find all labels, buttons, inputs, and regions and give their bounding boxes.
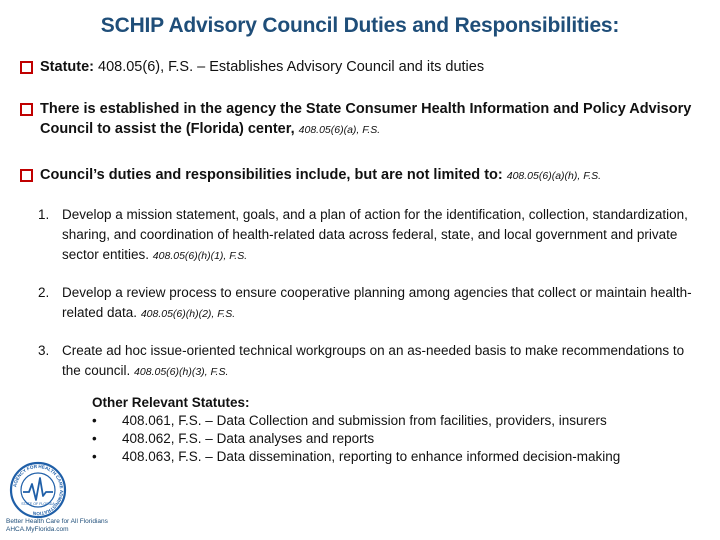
list-item-text: 408.061, F.S. – Data Collection and submission from facilities, providers, insurers: [122, 413, 607, 428]
numbered-item-2: [38, 283, 698, 325]
item-number: 1.: [38, 207, 50, 222]
bullet-citation: 408.05(6)(a)(h), F.S.: [506, 170, 602, 182]
bullet-duties: [20, 165, 700, 187]
list-item: [92, 430, 692, 448]
checkbox-bullet-icon: [20, 169, 33, 182]
item-text: Develop a review process to ensure cooperative planning among agencies that collect or maintain health-related data.: [62, 285, 692, 320]
numbered-item-1: [38, 205, 698, 267]
bullet-established: [20, 99, 700, 143]
item-citation: 408.05(6)(h)(3), F.S.: [134, 366, 229, 378]
item-number: 2.: [38, 285, 50, 300]
logo-ring-text: AGENCY FOR HEALTH CARE ADMINISTRATION: [12, 463, 65, 517]
bullet-citation: 408.05(6)(a), F.S.: [298, 124, 381, 136]
item-citation: 408.05(6)(h)(1), F.S.: [152, 250, 248, 262]
other-statutes: [92, 394, 692, 466]
list-item: [92, 448, 692, 466]
page-title: SCHIP Advisory Council Duties and Responsibilities:: [100, 14, 620, 37]
list-item-text: 408.063, F.S. – Data dissemination, reporting to enhance informed decision-making: [122, 449, 621, 464]
logo-website: AHCA.MyFlorida.com: [6, 526, 69, 533]
bullet-text: 408.05(6), F.S. – Establishes Advisory Council and its duties: [93, 59, 485, 75]
item-citation: 408.05(6)(h)(2), F.S.: [140, 308, 236, 320]
bullet-dot: •: [92, 413, 97, 428]
checkbox-bullet-icon: [20, 103, 33, 116]
logo-state-text: STATE OF FLORIDA: [21, 502, 55, 506]
bullet-bold-text: Council’s duties and responsibilities include, but are not limited to:: [40, 167, 503, 183]
item-text: Create ad hoc issue-oriented technical workgroups on an as-needed basis to make recommendations to the council.: [62, 343, 685, 378]
item-text: Develop a mission statement, goals, and a plan of action for the identification, collection, standardization, sharing, and coordination of health-related data across federal, state, and local government and private sector entities.: [62, 207, 688, 262]
other-statutes-heading: Other Relevant Statutes:: [92, 395, 250, 410]
bullet-bold-text: There is established in the agency the State Consumer Health Information and Policy Advisory Council to assist the (Florida) center,: [40, 101, 692, 137]
numbered-item-3: [38, 341, 698, 383]
bullet-bold-text: Statute:: [40, 59, 94, 75]
logo-tagline: Better Health Care for All Floridians: [6, 518, 108, 525]
item-number: 3.: [38, 343, 50, 358]
list-item: [92, 412, 692, 430]
checkbox-bullet-icon: [20, 61, 33, 74]
bullet-dot: •: [92, 431, 97, 446]
bullet-dot: •: [92, 449, 97, 464]
bullet-statute: [20, 57, 700, 79]
list-item-text: 408.062, F.S. – Data analyses and reports: [122, 431, 375, 446]
